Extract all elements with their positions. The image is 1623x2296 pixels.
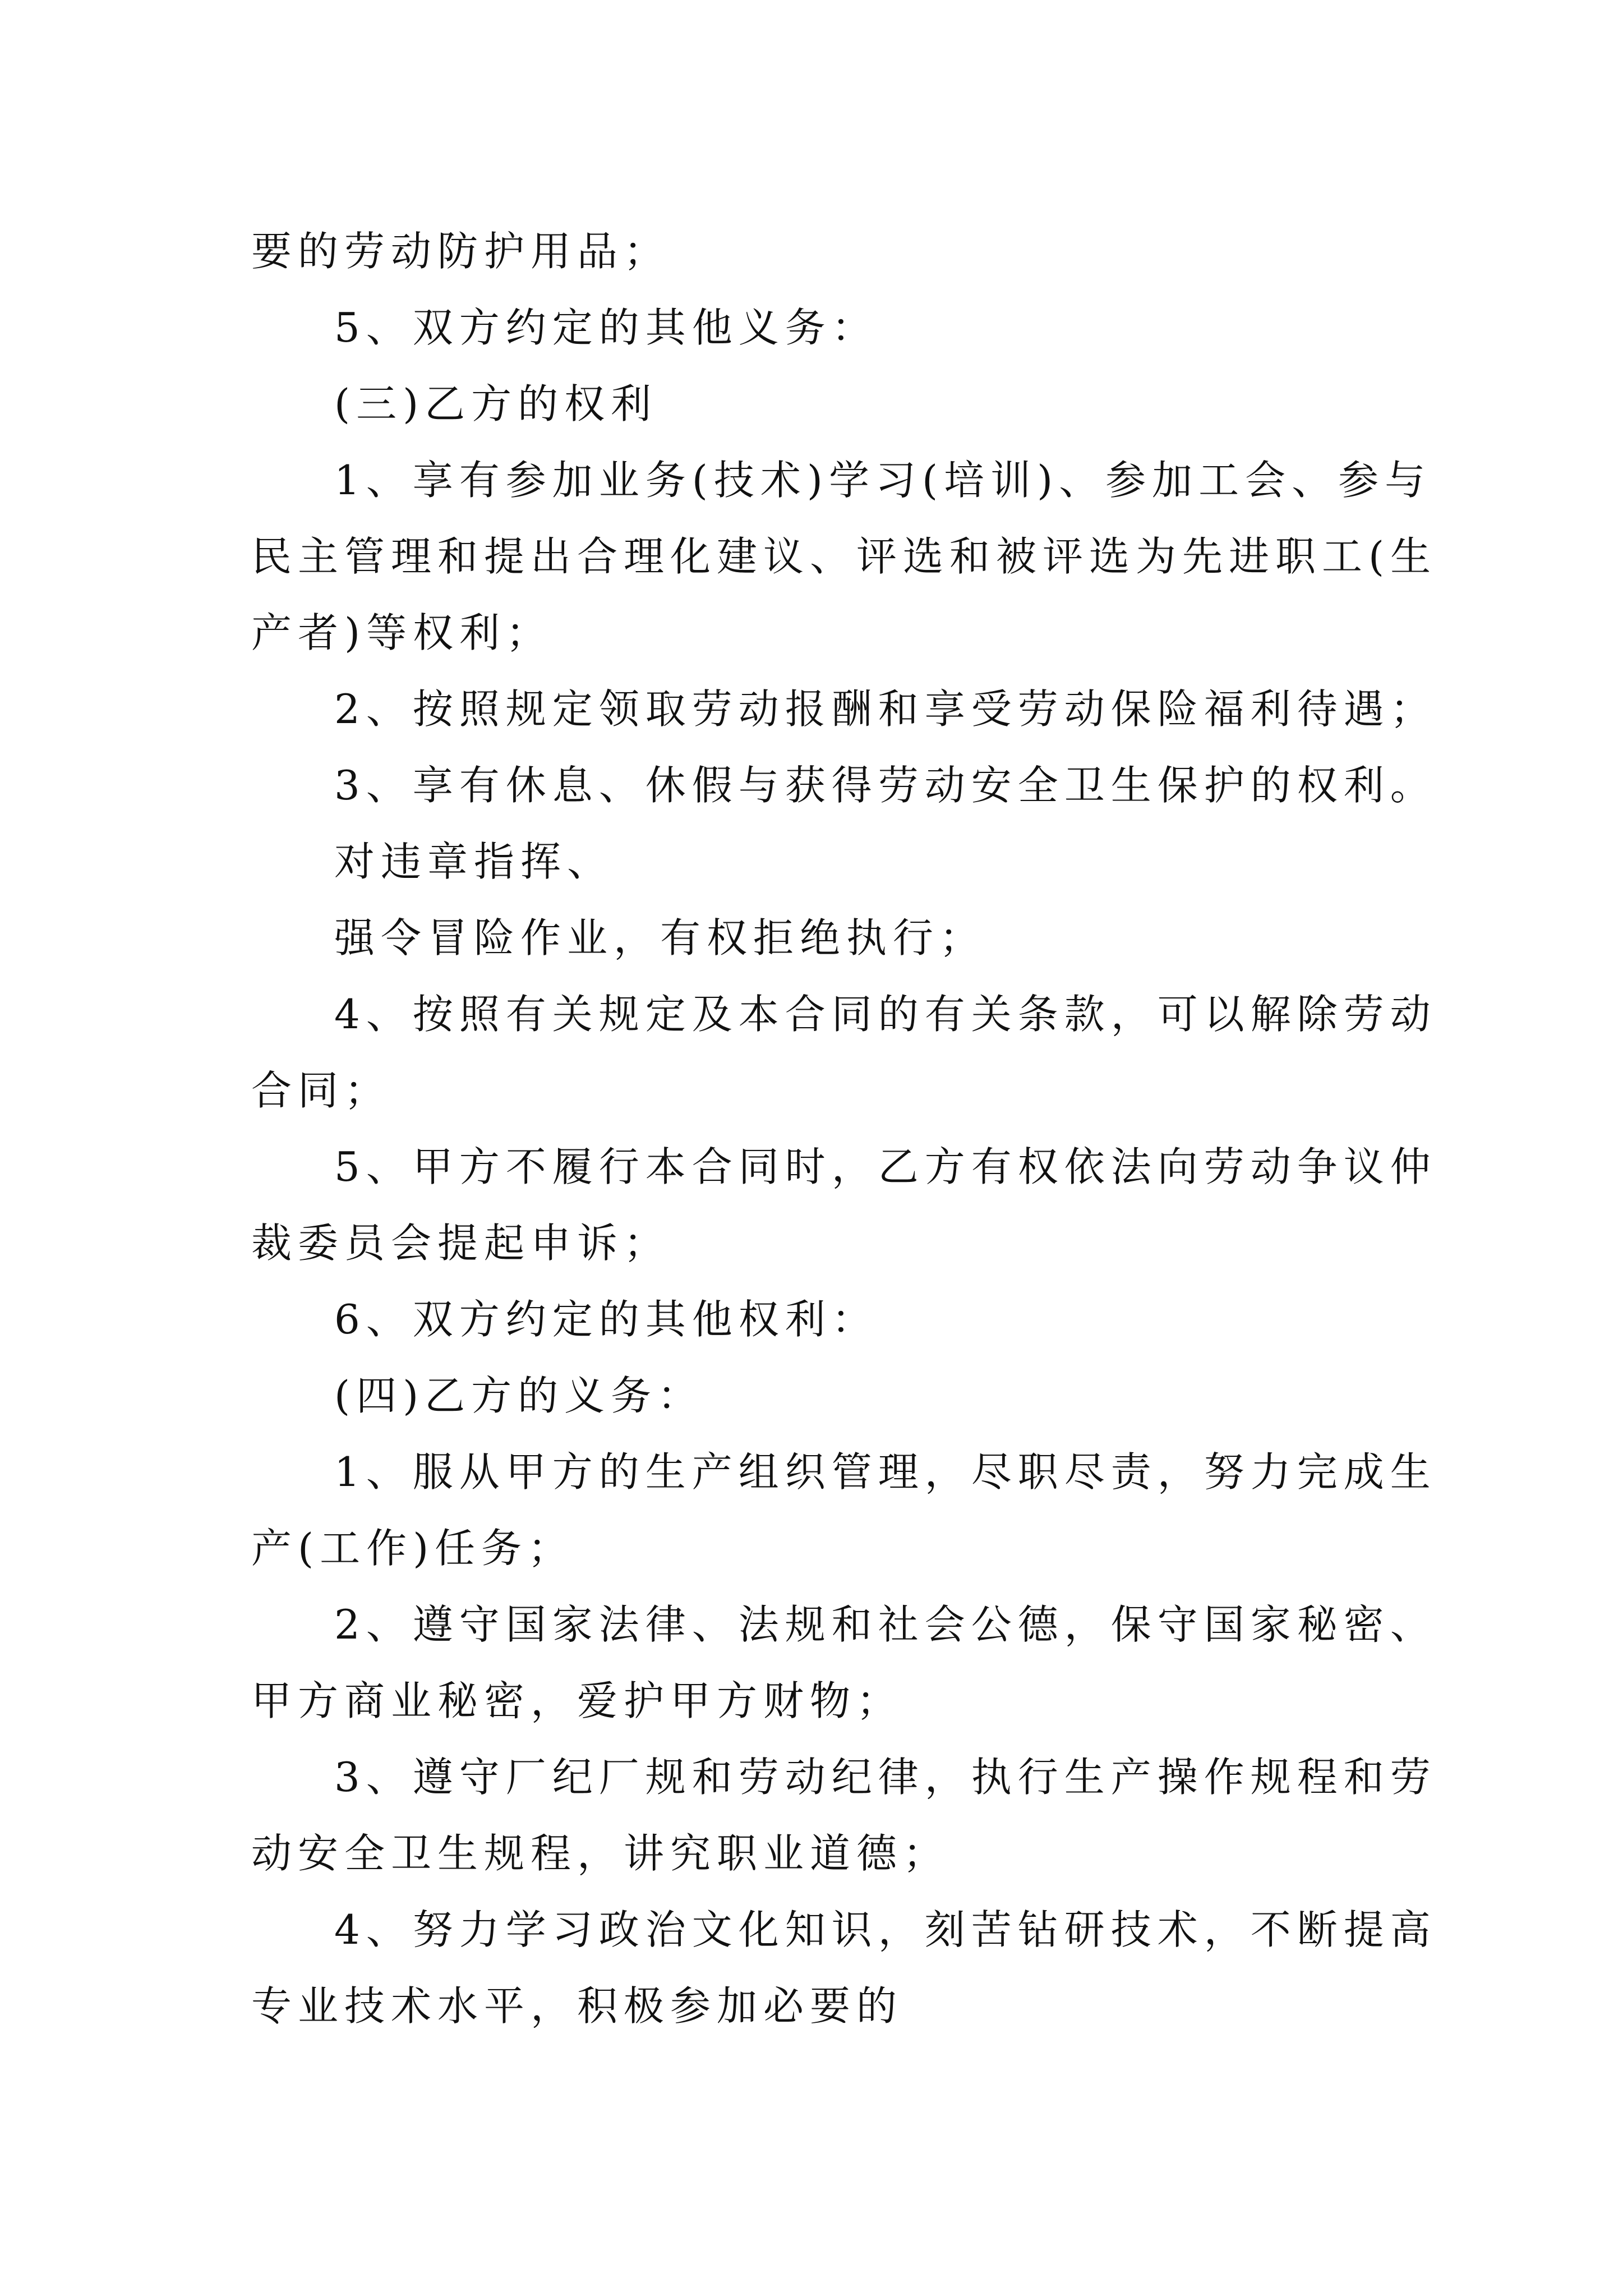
text-line-item: 4、努力学习政治文化知识，刻苦钻研技术，不断提高 (334, 1906, 1437, 1953)
text-line-item: 强令冒险作业，有权拒绝执行； (334, 914, 986, 961)
text-line-item: 3、享有休息、休假与获得劳动安全卫生保护的权利。 (334, 762, 1437, 809)
text-line-item: 6、双方约定的其他权利： (334, 1296, 878, 1343)
text-line-item: 2、遵守国家法律、法规和社会公德，保守国家秘密、 (334, 1601, 1437, 1648)
text-line-continuation: 产(工作)任务； (251, 1525, 575, 1572)
text-line-item: 对违章指挥、 (334, 838, 614, 885)
text-line-item: 2、按照规定领取劳动报酬和享受劳动保险福利待遇； (334, 685, 1437, 733)
section-heading: (四)乙方的义务： (334, 1372, 704, 1419)
text-line-continuation: 要的劳动防护用品； (251, 228, 671, 275)
text-line-item: 5、双方约定的其他义务： (334, 304, 878, 351)
text-line-continuation: 甲方商业秘密，爱护甲方财物； (251, 1677, 903, 1724)
text-line-item: 3、遵守厂纪厂规和劳动纪律，执行生产操作规程和劳 (334, 1754, 1437, 1801)
text-line-continuation: 产者)等权利； (251, 609, 553, 656)
document-body (251, 213, 1437, 2044)
text-line-continuation: 裁委员会提起申诉； (251, 1220, 671, 1267)
text-line-continuation: 专业技术水平，积极参加必要的 (251, 1982, 903, 2030)
text-line-item: 1、享有参加业务(技术)学习(培训)、参加工会、参与 (334, 457, 1432, 504)
text-line-item: 5、甲方不履行本合同时，乙方有权依法向劳动争议仲 (334, 1143, 1437, 1190)
text-line-continuation: 合同； (251, 1067, 391, 1114)
text-line-continuation: 动安全卫生规程，讲究职业道德； (251, 1830, 950, 1877)
text-line-continuation: 民主管理和提出合理化建议、评选和被评选为先进职工(生 (251, 533, 1437, 580)
section-heading: (三)乙方的权利 (334, 380, 658, 427)
text-line-item: 1、服从甲方的生产组织管理，尽职尽责，努力完成生 (334, 1448, 1437, 1496)
text-line-item: 4、按照有关规定及本合同的有关条款，可以解除劳动 (334, 991, 1437, 1038)
